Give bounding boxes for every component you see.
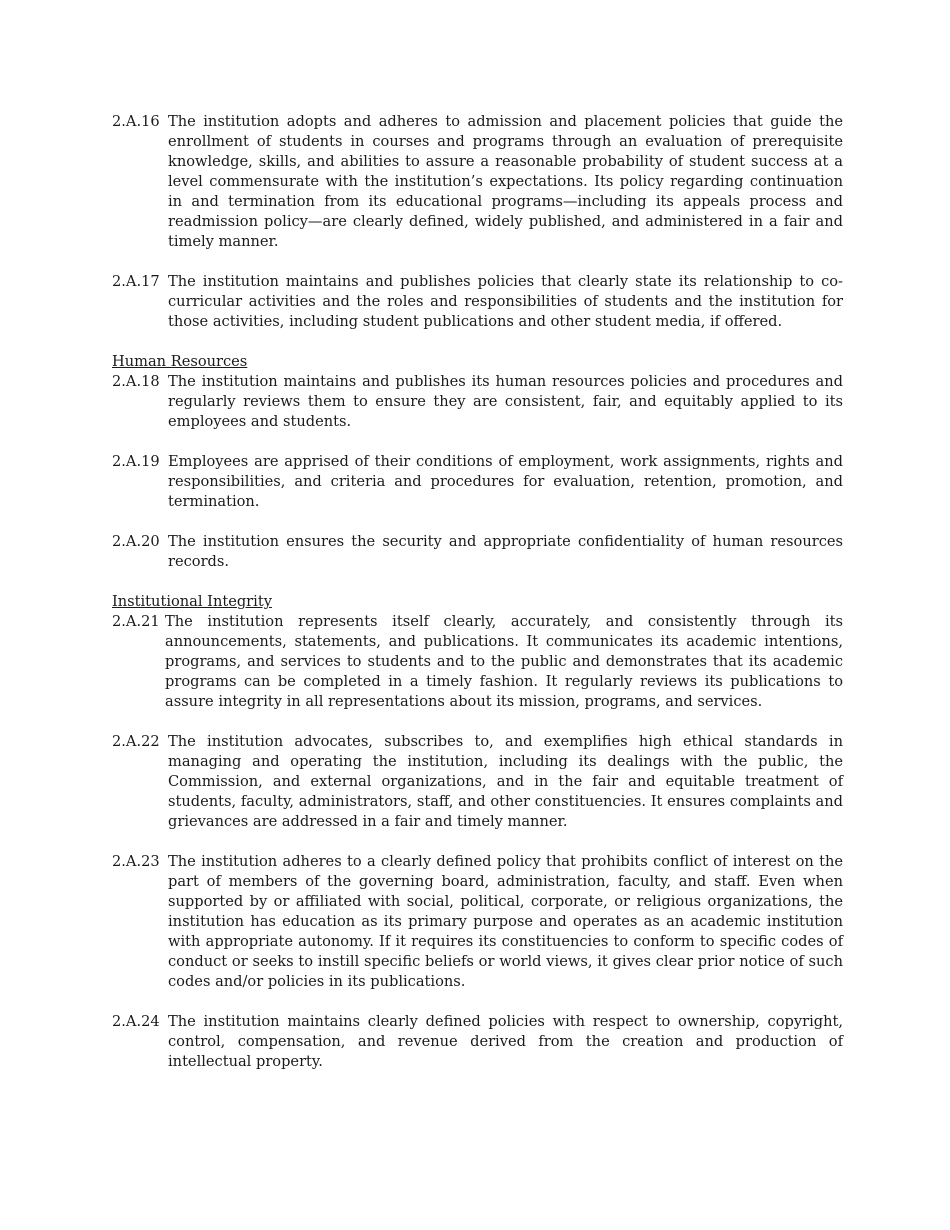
standard-item	[112, 112, 843, 252]
document-page	[112, 112, 843, 1092]
standard-item	[112, 532, 843, 572]
standard-text: The institution maintains and publishes policies that clearly state its relationship to co-curricular activities and the roles and responsibilities of students and the institution for those activities, including student publications and other student media, if offered.	[168, 273, 843, 330]
standard-item	[112, 732, 843, 832]
standard-item	[112, 612, 843, 712]
standard-text: The institution maintains clearly defined policies with respect to ownership, copyright, control, compensation, and revenue derived from the creation and production of intellectual property.	[168, 1013, 843, 1070]
standard-number: 2.A.22	[112, 733, 160, 750]
standard-text: The institution adopts and adheres to admission and placement policies that guide the enrollment of students in courses and programs through an evaluation of prerequisite knowledge, skills, and abilities to assure a reasonable probability of student success at a level commensurate with the institution’s expectations. Its policy regarding continuation in and termination from its educational programs—including its appeals process and readmission policy—are clearly defined, widely published, and administered in a fair and timely manner.	[168, 113, 843, 250]
section-heading-human-resources: Human Resources	[112, 353, 248, 370]
standard-number: 2.A.18	[112, 373, 160, 390]
standard-number: 2.A.17	[112, 273, 160, 290]
standard-number: 2.A.16	[112, 113, 160, 130]
standard-number: 2.A.19	[112, 453, 160, 470]
standard-text: The institution advocates, subscribes to, and exemplifies high ethical standards in managing and operating the institution, including its dealings with the public, the Commission, and external organizations, and in the fair and equitable treatment of students, faculty, administrators, staff, and other constituencies. It ensures complaints and grievances are addressed in a fair and timely manner.	[168, 733, 843, 830]
standard-text: Employees are apprised of their conditions of employment, work assignments, rights and responsibilities, and criteria and procedures for evaluation, retention, promotion, and termination.	[168, 453, 843, 510]
standard-number: 2.A.24	[112, 1013, 160, 1030]
standard-number: 2.A.20	[112, 533, 160, 550]
standard-text: The institution ensures the security and appropriate confidentiality of human resources records.	[168, 533, 843, 570]
standard-text: The institution adheres to a clearly defined policy that prohibits conflict of interest on the part of members of the governing board, administration, faculty, and staff. Even when supported by or affiliated with social, political, corporate, or religious organizations, the institution has education as its primary purpose and operates as an academic institution with appropriate autonomy. If it requires its constituencies to conform to specific codes of conduct or seeks to instill specific beliefs or world views, it gives clear prior notice of such codes and/or policies in its publications.	[168, 853, 843, 990]
standard-text: The institution represents itself clearly, accurately, and consistently through its announcements, statements, and publications. It communicates its academic intentions, programs, and services to students and to the public and demonstrates that its academic programs can be completed in a timely fashion. It regularly reviews its publications to assure integrity in all representations about its mission, programs, and services.	[165, 613, 843, 710]
standard-number: 2.A.23	[112, 853, 160, 870]
section-heading-institutional-integrity: Institutional Integrity	[112, 593, 272, 610]
standard-text: The institution maintains and publishes its human resources policies and procedures and regularly reviews them to ensure they are consistent, fair, and equitably applied to its employees and students.	[168, 373, 843, 430]
standard-item	[112, 372, 843, 432]
standard-number: 2.A.21	[112, 613, 160, 630]
standard-item	[112, 272, 843, 332]
standard-item	[112, 452, 843, 512]
standard-item	[112, 1012, 843, 1072]
standard-item	[112, 852, 843, 992]
